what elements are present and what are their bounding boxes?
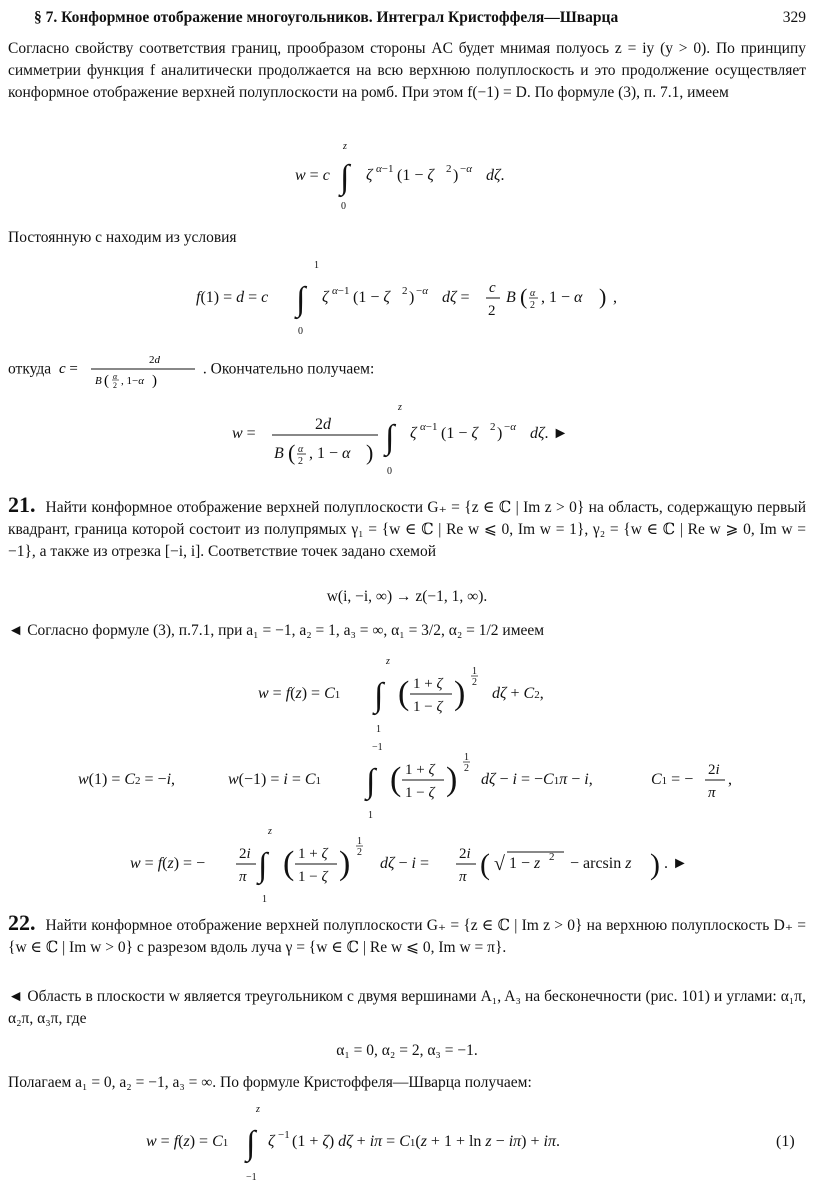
svg-text:ζ: ζ <box>366 167 373 184</box>
svg-text:− arcsin z: − arcsin z <box>570 855 632 872</box>
equation-number: (1) <box>776 1133 795 1150</box>
formula-22-christoffel <box>0 1100 814 1184</box>
svg-text:): ) <box>339 845 351 882</box>
svg-text:(: ( <box>104 373 110 389</box>
svg-text:−α: −α <box>416 285 428 297</box>
svg-text:2: 2 <box>488 303 496 319</box>
svg-text:2: 2 <box>402 285 408 297</box>
svg-text:2: 2 <box>113 381 118 390</box>
svg-text:, 1−α: , 1−α <box>121 375 145 387</box>
inline-c-fraction <box>57 350 197 390</box>
svg-text:B: B <box>274 445 284 462</box>
problem-21-text: Найти конформное отображение верхней полуплоскости G₊ = {z ∈ ℂ | Im z > 0} на область, содержащую первый квадрант, граница которой состоит из полупрямых γ₁ = {w ∈ ℂ | Re w ⩽ 0, Im w = 1}, γ₂ = {w ∈ ℂ | Re w ⩾ 0, Im w = −1}, а также из отрезка [−i, i]. Соответствие точек задано схемой <box>8 499 806 560</box>
svg-text:2: 2 <box>472 677 477 688</box>
svg-text:ζ: ζ <box>268 1133 275 1150</box>
svg-text:0: 0 <box>298 326 303 337</box>
svg-text:1: 1 <box>368 810 373 821</box>
svg-text:2: 2 <box>549 851 555 863</box>
svg-text:0: 0 <box>341 201 346 212</box>
problem-22-number: 22. <box>8 910 36 935</box>
svg-text:2: 2 <box>446 163 452 175</box>
problem-22-solution-intro: ◄ Область в плоскости w является треугольником с двумя вершинами A₁, A₃ на бесконечности (рис. 101) и углами: α₁π, α₂π, α₃π, где <box>8 988 806 1027</box>
svg-text:ζ: ζ <box>322 289 329 306</box>
svg-text:(1 + ζ) dζ + iπ = C1(z + 1 + l: (1 + ζ) dζ + iπ = C1(z + 1 + ln z − iπ) + iπ. <box>292 1133 560 1150</box>
problem-22-angles: α₁ = 0, α₂ = 2, α₃ = −1. <box>336 1042 478 1059</box>
svg-text:−α: −α <box>460 163 472 175</box>
page-number: 329 <box>782 9 806 26</box>
problem-22-statement <box>8 912 806 959</box>
svg-text:∫: ∫ <box>258 847 268 884</box>
svg-text:f(1) = d = c: f(1) = d = c <box>196 289 269 306</box>
svg-text:B: B <box>95 375 102 387</box>
paragraph-boundary-correspondence: Согласно свойству соответствия границ, прообразом стороны AC будет мнимая полуось z = iy (y > 0). По принципу симметрии функция f аналитически продолжается на всю верхнюю полуплоскость и это продолжение осуществляет конформное отображение верхней полуплоскости на ромб. При этом f(−1) = D. По формуле (3), п. 7.1, имеем <box>8 40 806 101</box>
formula-21-general <box>0 652 814 736</box>
svg-text:c =: c = <box>59 361 78 377</box>
svg-text:α−1: α−1 <box>420 421 438 433</box>
paragraph-constant: Постоянную c находим из условия <box>8 229 237 246</box>
svg-text:1 − ζ: 1 − ζ <box>298 869 328 885</box>
svg-text:c: c <box>489 280 496 296</box>
svg-text:−1: −1 <box>246 1172 257 1183</box>
problem-21-solution-intro: ◄ Согласно формуле (3), п.7.1, при a₁ = −1, a₂ = 1, a₃ = ∞, α₁ = 3/2, α₂ = 1/2 имеем <box>8 622 545 639</box>
paragraph-tail: . Окончательно получаем: <box>202 360 375 378</box>
svg-text:): ) <box>152 373 158 389</box>
svg-text:(1 − ζ: (1 − ζ <box>353 289 390 306</box>
problem-21-number: 21. <box>8 492 36 517</box>
svg-text:1 − ζ: 1 − ζ <box>413 699 443 715</box>
svg-text:1 + ζ: 1 + ζ <box>413 676 443 692</box>
problem-21-scheme: w(i, −i, ∞) → z(−1, 1, ∞). <box>326 588 488 605</box>
svg-text:2i: 2i <box>459 846 471 862</box>
svg-text:, 1 − α: , 1 − α <box>309 445 351 462</box>
svg-text:dζ + C2,: dζ + C2, <box>492 685 544 702</box>
svg-text:): ) <box>650 848 660 881</box>
formula-21-constants <box>0 738 814 822</box>
formula-w-integral <box>0 136 814 212</box>
svg-text:B: B <box>506 289 516 306</box>
running-header <box>34 7 806 29</box>
svg-text:1 + ζ: 1 + ζ <box>298 846 328 862</box>
svg-text:2d: 2d <box>149 354 161 366</box>
svg-text:1 − z: 1 − z <box>509 855 541 872</box>
svg-text:√: √ <box>494 853 505 875</box>
svg-text:w(1) = C2 = −i,: w(1) = C2 = −i, <box>78 771 176 788</box>
svg-text:2d: 2d <box>315 416 331 433</box>
problem-22-parameters: Полагаем a₁ = 0, a₂ = −1, a₃ = ∞. По формуле Кристоффеля—Шварца получаем: <box>8 1074 532 1091</box>
svg-text:α: α <box>113 372 118 381</box>
svg-text:): ) <box>366 440 374 465</box>
problem-22-text: Найти конформное отображение верхней полуплоскости G₊ = {z ∈ ℂ | Im z > 0} на верхнюю полуплоскость D₊ = {w ∈ ℂ | Im w > 0} с разрезом вдоль луча γ = {w ∈ ℂ | Re w ⩽ 0, Im w = π}. <box>8 917 806 956</box>
svg-text:(: ( <box>480 848 490 881</box>
svg-text:2i: 2i <box>239 846 251 862</box>
svg-text:w = c: w = c <box>295 167 330 184</box>
svg-text:): ) <box>446 761 458 798</box>
paragraph-lead: откуда <box>8 360 52 378</box>
svg-text:z: z <box>398 402 402 413</box>
svg-text:1: 1 <box>376 724 381 735</box>
svg-text:): ) <box>453 167 459 184</box>
svg-text:,: , <box>613 289 617 306</box>
svg-text:α−1: α−1 <box>332 285 350 297</box>
svg-text:w = f(z) = −: w = f(z) = − <box>130 855 206 872</box>
svg-text:2: 2 <box>530 300 535 311</box>
svg-text:−1: −1 <box>372 742 383 753</box>
svg-text:1 + ζ: 1 + ζ <box>405 762 435 778</box>
svg-text:1: 1 <box>357 836 362 847</box>
svg-text:): ) <box>599 284 607 309</box>
svg-text:z: z <box>268 826 272 837</box>
svg-text:∫: ∫ <box>374 677 384 714</box>
svg-text:, 1 − α: , 1 − α <box>541 289 583 306</box>
svg-text:w = f(z) = C1: w = f(z) = C1 <box>146 1133 229 1150</box>
svg-text:dζ − i =: dζ − i = <box>380 855 429 872</box>
svg-text:−α: −α <box>504 421 516 433</box>
svg-text:1: 1 <box>464 752 469 763</box>
svg-text:(: ( <box>520 284 528 309</box>
svg-text:,: , <box>728 771 732 788</box>
svg-text:w =: w = <box>232 425 256 442</box>
svg-text:π: π <box>708 785 716 801</box>
svg-text:dζ =: dζ = <box>442 289 470 306</box>
svg-text:): ) <box>409 289 415 306</box>
svg-text:1: 1 <box>262 894 267 905</box>
svg-text:∫: ∫ <box>385 419 395 456</box>
svg-text:1: 1 <box>314 260 319 271</box>
svg-text:dζ − i = −C1π − i,: dζ − i = −C1π − i, <box>481 771 593 788</box>
svg-text:∫: ∫ <box>340 159 350 196</box>
svg-text:w = f(z) = C1: w = f(z) = C1 <box>258 685 341 702</box>
svg-text:π: π <box>459 869 467 885</box>
svg-text:): ) <box>497 425 503 442</box>
svg-text:∫: ∫ <box>296 281 306 318</box>
svg-text:−1: −1 <box>278 1129 290 1141</box>
formula-21-result <box>0 822 814 906</box>
svg-text:∫: ∫ <box>366 763 376 800</box>
svg-text:(: ( <box>398 675 410 712</box>
svg-text:α−1: α−1 <box>376 163 394 175</box>
svg-text:0: 0 <box>387 466 392 477</box>
svg-text:∫: ∫ <box>246 1125 256 1162</box>
svg-text:2: 2 <box>357 847 362 858</box>
svg-text:dζ.: dζ. <box>486 167 505 184</box>
svg-text:. ►: . ► <box>664 855 688 872</box>
paragraph-constant-result <box>8 350 806 390</box>
svg-text:2: 2 <box>464 763 469 774</box>
svg-text:α: α <box>298 444 304 455</box>
svg-text:(1 − ζ: (1 − ζ <box>397 167 434 184</box>
svg-text:(1 − ζ: (1 − ζ <box>441 425 478 442</box>
svg-text:(: ( <box>390 761 402 798</box>
svg-text:): ) <box>454 675 466 712</box>
svg-text:C1 = −: C1 = − <box>651 771 694 788</box>
svg-text:1 − ζ: 1 − ζ <box>405 785 435 801</box>
svg-text:2: 2 <box>298 456 303 467</box>
svg-text:(: ( <box>288 440 296 465</box>
svg-text:ζ: ζ <box>410 425 417 442</box>
svg-text:π: π <box>239 869 247 885</box>
svg-text:(: ( <box>283 845 295 882</box>
svg-text:dζ. ►: dζ. ► <box>530 425 569 442</box>
svg-text:1: 1 <box>472 666 477 677</box>
svg-text:z: z <box>343 141 347 152</box>
svg-text:2i: 2i <box>708 762 720 778</box>
problem-21-statement <box>8 494 806 563</box>
svg-text:z: z <box>256 1104 260 1115</box>
formula-final-mapping <box>0 398 814 480</box>
formula-f1-beta <box>0 256 814 338</box>
header-title: § 7. Конформное отображение многоугольников. Интеграл Кристоффеля—Шварца <box>34 9 619 26</box>
svg-text:α: α <box>530 288 536 299</box>
svg-text:2: 2 <box>490 421 496 433</box>
svg-text:w(−1) = i = C1: w(−1) = i = C1 <box>228 771 322 788</box>
svg-text:z: z <box>386 656 390 667</box>
